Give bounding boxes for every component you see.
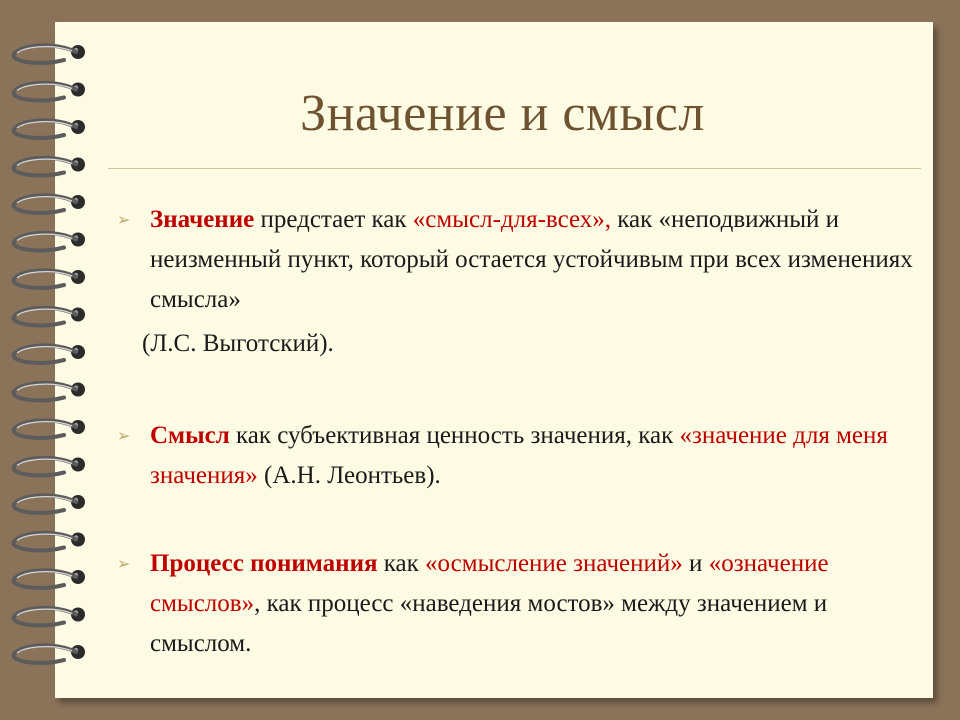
binding-ring — [14, 308, 76, 325]
slide-title: Значение и смысл — [300, 85, 705, 142]
binding-ring — [14, 383, 76, 400]
quote-meaning: «смысл-для-всех», — [412, 206, 611, 233]
quote-signification: «означение смыслов» — [150, 550, 829, 617]
binding-ring — [14, 345, 76, 362]
quote-sense: «значение для меня значения» — [150, 422, 888, 489]
bullet-text: как субъективная ценность значения, как — [229, 422, 680, 449]
binding-ring — [14, 233, 76, 250]
binding-ring — [14, 495, 76, 512]
binding-ring — [14, 158, 76, 175]
binding-ring — [14, 420, 76, 437]
binding-ring — [14, 570, 76, 587]
bullet-text: как «неподвижный и неизменный пункт, который остается устойчивым при всех изменениях смысла» — [150, 206, 913, 313]
bullet-text: как — [377, 550, 426, 577]
bullet-text: предстает как — [254, 206, 413, 233]
term-sense: Смысл — [150, 422, 230, 449]
binding-ring — [14, 45, 76, 62]
citation-vygotsky: (Л.С. Выготский). — [142, 330, 334, 357]
term-meaning: Значение — [150, 206, 255, 233]
bullet-text: (А.Н. Леонтьев). — [257, 462, 441, 489]
title-divider — [108, 168, 921, 169]
binding-ring — [14, 645, 76, 662]
binding-ring — [14, 195, 76, 212]
binding-ring — [14, 533, 76, 550]
bullet-arrow-icon: ➢ — [117, 210, 131, 229]
bullet-sense — [117, 416, 920, 496]
bullet-arrow-icon: ➢ — [117, 426, 131, 445]
bullet-text: , как процесс «наведения мостов» между значением и смыслом. — [150, 590, 828, 657]
binding-ring — [14, 270, 76, 287]
term-understanding: Процесс понимания — [150, 550, 378, 577]
bullet-understanding — [117, 544, 920, 664]
quote-comprehension: «осмысление значений» — [425, 550, 683, 577]
binding-ring — [14, 458, 76, 475]
bullet-arrow-icon: ➢ — [117, 554, 131, 573]
binding-ring — [14, 608, 76, 625]
bullet-meaning — [117, 200, 920, 320]
bullet-text: и — [682, 550, 709, 577]
